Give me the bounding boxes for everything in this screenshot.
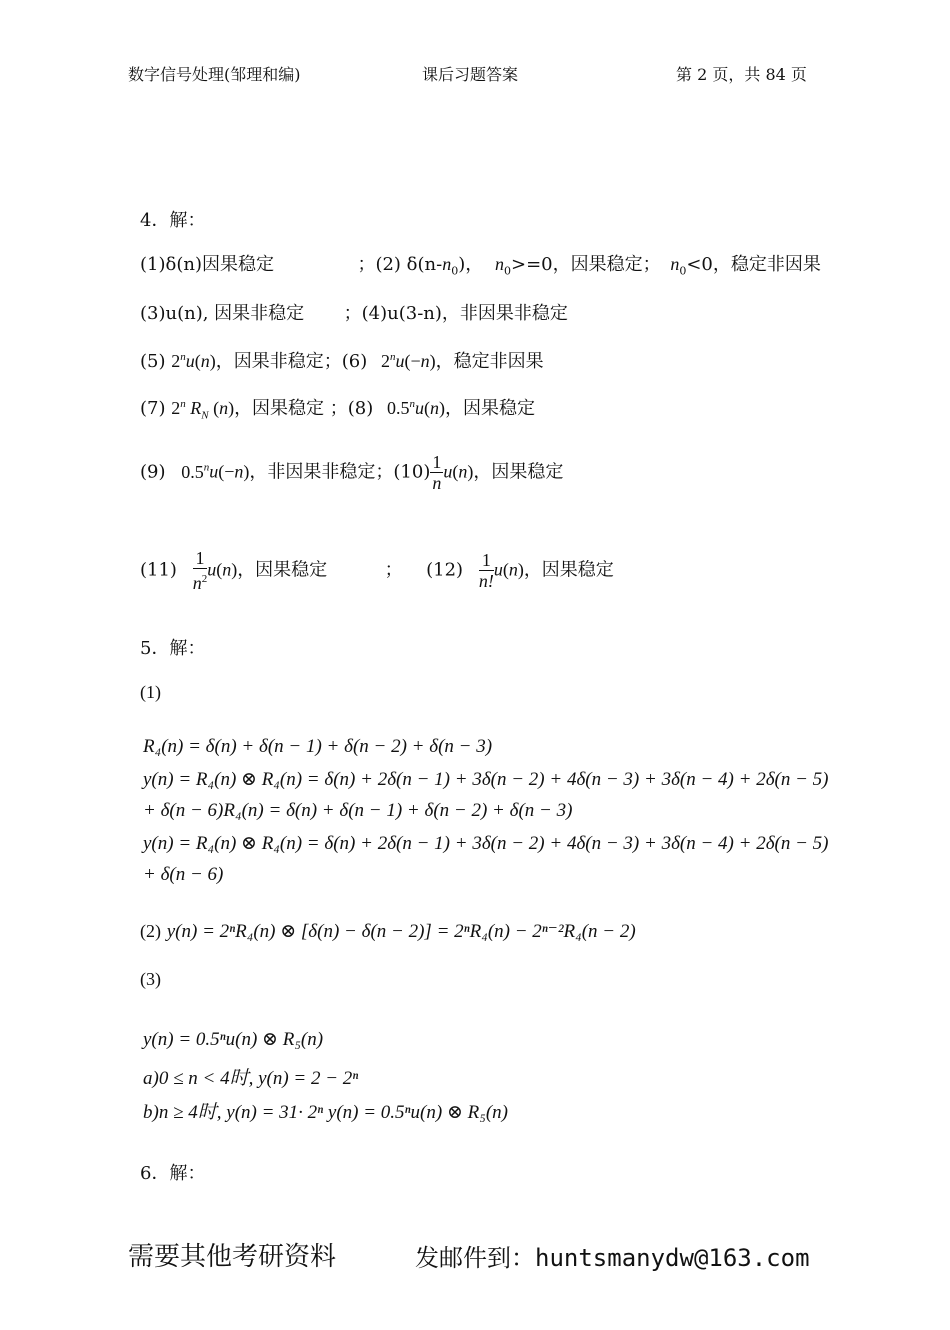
answer-8-text: ，因果稳定 bbox=[445, 398, 536, 419]
header-book-title: 数字信号处理(邹理和编) bbox=[128, 65, 301, 84]
equation-part-2: y(n) = 2ⁿR₄(n) ⊗ [δ(n) − δ(n − 2)] = 2ⁿR₄(n) − 2ⁿ⁻²R₄(n − 2) bbox=[166, 921, 636, 942]
answer-1: (1)δ(n)因果稳定 bbox=[140, 254, 274, 275]
equation-continuation-2: + δ(n − 6) bbox=[143, 864, 224, 885]
answer-7-text: ，因果稳定 ；(8) bbox=[234, 398, 374, 419]
answer-6-text: ，稳定非因果 bbox=[435, 351, 544, 372]
equation-convolution-1: y(n) = R₄(n) ⊗ R₄(n) = δ(n) + 2δ(n − 1) + 3δ(n − 2) + 4δ(n − 3) + 3δ(n − 4) + 2δ(n − 5) bbox=[143, 769, 829, 790]
answer-12-text: ，因果稳定 bbox=[523, 559, 614, 581]
answer-9-text: ，非因果非稳定；(10) bbox=[249, 461, 431, 483]
answer-4: ；(4)u(3-n)，非因果非稳定 bbox=[343, 303, 568, 324]
part-2-line bbox=[140, 920, 636, 943]
answer-2-label: ；(2) δ(n- bbox=[357, 254, 443, 275]
answer-line-6: (11) $\frac{1}{n^2}$ u(n)，因果稳定 ； (12) $\frac{1}{n!}$ u(n)，因果稳定 bbox=[140, 548, 614, 593]
answer-10-text: ，因果稳定 bbox=[473, 461, 564, 483]
fraction-1-over-n-squared: $\frac{1}{n^2}$ bbox=[192, 548, 208, 593]
answer-5-text: ，因果非稳定；(6) bbox=[215, 351, 368, 372]
header-page-number: 第 2 页，共 84 页 bbox=[676, 65, 807, 84]
answer-line-3: (5) 2$^n$u(n)，因果非稳定；(6) $2^nu(-n)$，稳定非因果 bbox=[140, 351, 544, 372]
part-2-label: (2) bbox=[140, 921, 161, 941]
footer-promo: 需要其他考研资料 bbox=[128, 1242, 337, 1272]
equation-case-b: b)n ≥ 4时, y(n) = 31· 2ⁿ y(n) = 0.5ⁿu(n) ⊗ R₅(n) bbox=[143, 1102, 508, 1123]
header-doc-title: 课后习题答案 bbox=[422, 65, 519, 84]
answer-line-5: (9) $0.5^nu(-n)$，非因果非稳定；(10) $\frac{1}{n}$ u(n)，因果稳定 bbox=[140, 452, 564, 493]
section-6-heading: 6．解： bbox=[140, 1163, 206, 1184]
answer-2-case-b: <0，稳定非因果 bbox=[686, 254, 821, 275]
section-4-heading: 4．解： bbox=[140, 210, 206, 231]
footer-email[interactable]: 发邮件到：huntsmanydw@163.com bbox=[415, 1244, 810, 1272]
equation-case-a: a)0 ≤ n < 4时, y(n) = 2 − 2ⁿ bbox=[143, 1068, 359, 1089]
part-1-label: (1) bbox=[140, 682, 161, 702]
section-5-heading: 5．解： bbox=[140, 638, 206, 659]
answer-11-text: ，因果稳定 bbox=[237, 559, 328, 581]
answer-3: (3)u(n), 因果非稳定 bbox=[140, 303, 305, 324]
answer-2-sep: )， bbox=[458, 254, 484, 275]
equation-convolution-2: y(n) = R₄(n) ⊗ R₄(n) = δ(n) + 2δ(n − 1) + 3δ(n − 2) + 4δ(n − 3) + 3δ(n − 4) + 2δ(n − 5) bbox=[143, 833, 829, 854]
answer-line-4: (7) 2$^n$ $R_N$ (n)，因果稳定 ；(8) 0.5$^n$u(n)，因果稳定 bbox=[140, 398, 536, 422]
equation-part-3: y(n) = 0.5ⁿu(n) ⊗ R₅(n) bbox=[143, 1029, 324, 1050]
answer-line-2 bbox=[140, 299, 568, 325]
part-3-label: (3) bbox=[140, 969, 161, 989]
equation-continuation-1: + δ(n − 6)R₄(n) = δ(n) + δ(n − 1) + δ(n − 2) + δ(n − 3) bbox=[143, 800, 573, 821]
fraction-1-over-n-factorial: $\frac{1}{n!}$ bbox=[478, 550, 494, 591]
equation-r4: R₄(n) = δ(n) + δ(n − 1) + δ(n − 2) + δ(n − 3) bbox=[143, 736, 493, 757]
answer-line-1: (1)δ(n)因果稳定 ；(2) $\delta(n-n_0)$， $n_0>=0$，因果稳定； $n_0<0$，稳定非因果 bbox=[140, 254, 821, 278]
answer-2-case-a: >=0，因果稳定； bbox=[510, 254, 661, 275]
fraction-1-over-n: $\frac{1}{n}$ bbox=[432, 452, 442, 493]
